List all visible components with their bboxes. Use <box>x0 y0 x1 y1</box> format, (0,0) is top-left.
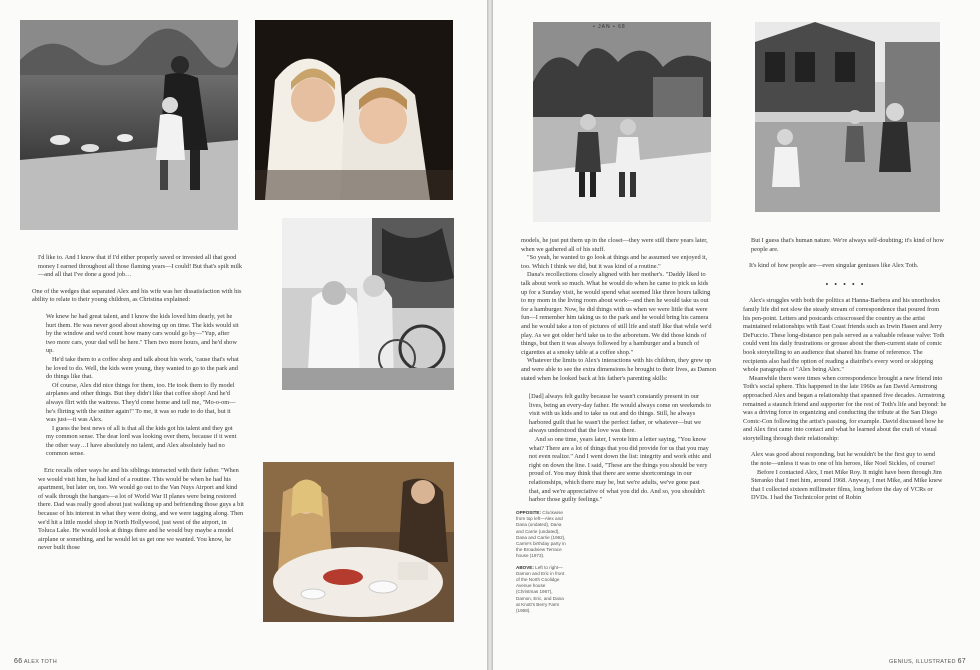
left-paragraph-2: One of the wedges that separated Alex and his wife was her dissatisfaction with his ability to relate to their young children, as Christina explained: <box>32 287 242 304</box>
right-folio <box>889 658 966 665</box>
caption-opposite <box>516 510 568 560</box>
left-body-column <box>32 254 244 553</box>
section-break-dots: • • • • • <box>825 279 866 289</box>
photo-boys-front-of-house <box>533 22 711 222</box>
right-col1-p2: "So yeah, he wanted to go look at things and he assumed we enjoyed it, too. Which I think we did, but it was kind of a routine." <box>521 254 708 270</box>
left-folio <box>14 658 57 665</box>
damon-quote-p1: [Dad] always felt guilty because he wasn't constantly present in our lives, being an every-day father. He would always come on weekends to visit with us kids and to take us out and do things. Still, he always harbored guilt that he wasn't the perfect father, or whatever—but we always understood that the love was there. <box>529 393 712 435</box>
left-page-number: 66 <box>14 658 23 665</box>
right-column-2 <box>743 237 948 503</box>
right-col1-p1: models, he just put them up in the closet—they were still there years later, when we gathered all of his stuff. <box>521 237 708 253</box>
right-col1-p4: Whatever the limits to Alex's interactions with his children, they grew up and were able to see the extra dimensions he brought to their lives, as Damon stated when he looked back at his father's parenting skills: <box>521 357 716 382</box>
right-col2-p2: Meanwhile there were times when correspondence brought a new friend into Toth's social sphere. This happened in the late 1960s as fan David Armstrong approached Alex and began a relationship that spanned five decades. Armstrong remained a staunch friend and supporter for the rest of Toth's life and beyond: he was a driving force in organizing and conducting the tribute at the San Diego Comic-Con following the artist's passing, for example. David discussed how he and Alex first came into contact and what he learned about the craft of visual storytelling through their relationship: <box>743 374 947 442</box>
armstrong-quote <box>743 451 948 503</box>
photo-date-stamp: • JAN • 68 <box>593 24 626 30</box>
armstrong-quote-p1: Alex was good about responding, but he wouldn't be the first guy to send the note—unless it was to one of his heroes, like Noel Sickles, of course! <box>751 451 936 468</box>
right-col1-p3: Dana's recollections closely aligned with her mother's. "Daddy liked to talk about work so much. What he would do when he came to pick us kids up for a Sunday visit, he would spend what seemed like three hours talking to my mom in the living room about work—and then he would take us out for a hamburger. Now, he did things with us when we were little that were fun—I remember him taking us to the park and he would bring his camera and he would take a ton of pictures of still life and stuff like that while we'd play. As we got older he'd take us to the arboretum. We did those kinds of things, but then it was always followed by a hamburger and a bunch of cigarettes at a smoky table at a coffee shop." <box>521 271 712 356</box>
caption-opposite-text: Clockwise from top left—Alex and Dana (undated), Dana and Carrie (undated), Dana and Carrie (1962), Carrie's birthday party in the Broadview Terrace house (1973). <box>516 510 566 559</box>
photo-lake-father-daughter <box>20 20 238 230</box>
right-column-1 <box>521 237 716 505</box>
christina-quote-p3: Of course, Alex did nice things for them, too. He took them to fly model airplanes and other things. But they didn't like that coffee shop! And he'd always flirt with the waitress. They'd come home and tell me, "Mo-o-om—he's flirting with the snitter again!" To me, it was so rude to do that, but it was just—it was Alex. <box>46 381 236 424</box>
armstrong-quote-p2: Before I contacted Alex, I met Mike Roy. It might have been through Jim Steranko that I met him, around 1968. Anyway, I met Mike, and Mike knew that I collected sixteen millimeter films, long before the day of VCRs or DVDs. I had the Technicolor print of Robin <box>751 468 943 502</box>
right-page-number: 67 <box>957 658 966 665</box>
photo-birthday-party <box>263 462 454 622</box>
photo-captions <box>516 510 568 614</box>
damon-quote-continued <box>743 237 948 254</box>
christina-quote-p2: He'd take them to a coffee shop and talk about his work, 'cause that's what he loved to do. Well, the kids were young, they wanted to go to the park and do things like that. <box>46 355 239 381</box>
damon-quote-p3: But I guess that's human nature. We're always self-doubting; it's kind of how people are. <box>751 237 944 253</box>
genius-line: It's kind of how people are—even singular geniuses like Alex Toth. <box>749 262 919 270</box>
left-page <box>0 0 487 670</box>
christina-quote-p1: We knew he had great talent, and I know the kids loved him dearly, yet he hurt them. He was never good about showing up on time. The kids would sit by the window and we'd count how many cars would go by—"Yup, after two more cars, your dad will be here." Then two more hours, and he'd show up. <box>46 312 239 355</box>
right-running-head: GENIUS, ILLUSTRATED <box>889 659 956 665</box>
christina-quote <box>38 313 244 459</box>
photo-girls-by-window <box>282 218 454 390</box>
left-paragraph-1: I'd like to. And I know that if I'd either properly saved or invested all that good money I earned throughout all those flaming years—I could! But that's spilt milk—and all that I've done a good job… <box>38 254 242 279</box>
caption-opposite-label: OPPOSITE: <box>516 510 542 515</box>
photo-knotts-berry-farm <box>755 22 940 212</box>
left-running-head: ALEX TOTH <box>23 659 57 665</box>
damon-quote-p2: And so one time, years later, I wrote him a letter saying, "You know what? There are a lot of things that you did provide for us that you may not even realize." And I went down the list: integrity and work ethic and right on down the line. I said, "These are the things you should be very proud of. You may think that there are some shortcomings in our relationships, which there may be, but we're adults, we've gone past that, and we're appreciative of what you did do. And so, you shouldn't harbor those guilty feelings." <box>529 436 711 504</box>
caption-above-label: ABOVE: <box>516 564 534 570</box>
photo-two-girls-hoodies <box>255 20 453 200</box>
left-paragraph-eric: Eric recalls other ways he and his siblings interacted with their father. "When we would visit him, he had kind of a routine. This would be when he had his apartment, but later on, too. We would go out to the Van Nuys Airport and kind of walk through the hangars—a lot of World War II planes were being restored there. Dad was really good about just walking up and befriending those guys a bit because of his interest in what they were doing, and we were tagging along. Then we'd hit a little model shop in North Hollywood, just west of the airport, in Toluca Lake. He would look at things there and he would buy maybe a model airplane or something, and he would let us get one we wanted. You know, he never built those <box>38 467 244 552</box>
caption-above-text: Left to right—Damon and Eric in front of the North Coolidge Avenue house (Christmas 1967), Damon, Eric, and Dana at Knott's Berry Farm (1968). <box>516 564 565 614</box>
christina-quote-p4: I guess the best news of all is that all the kids got his talent and they got my common sense. The dear lord was looking over them, because if it went the other way…I have absolutely no talent, and Alex absolutely had no common sense. <box>46 424 237 458</box>
damon-quote <box>521 393 716 505</box>
right-col2-p1: Alex's struggles with both the politics at Hanna-Barbera and his unorthodox family life did not slow the steady stream of correspondence that poured from his pen-point. Letters and postcards crisscrossed the country as the artist maintained relationships with East Coast friends such as Irwin Hasen and Jerry DeFuccio. These long-distance pen pals served as a valuable release valve: Toth could vent his daily frustrations or grouse about the then-current state of comic book storytelling to an audience that shared his frame of reference. The recipients also had the option of reading a diatribe's every word or skipping whole paragraphs of "Alex being Alex." <box>743 297 945 374</box>
caption-above <box>516 565 568 615</box>
